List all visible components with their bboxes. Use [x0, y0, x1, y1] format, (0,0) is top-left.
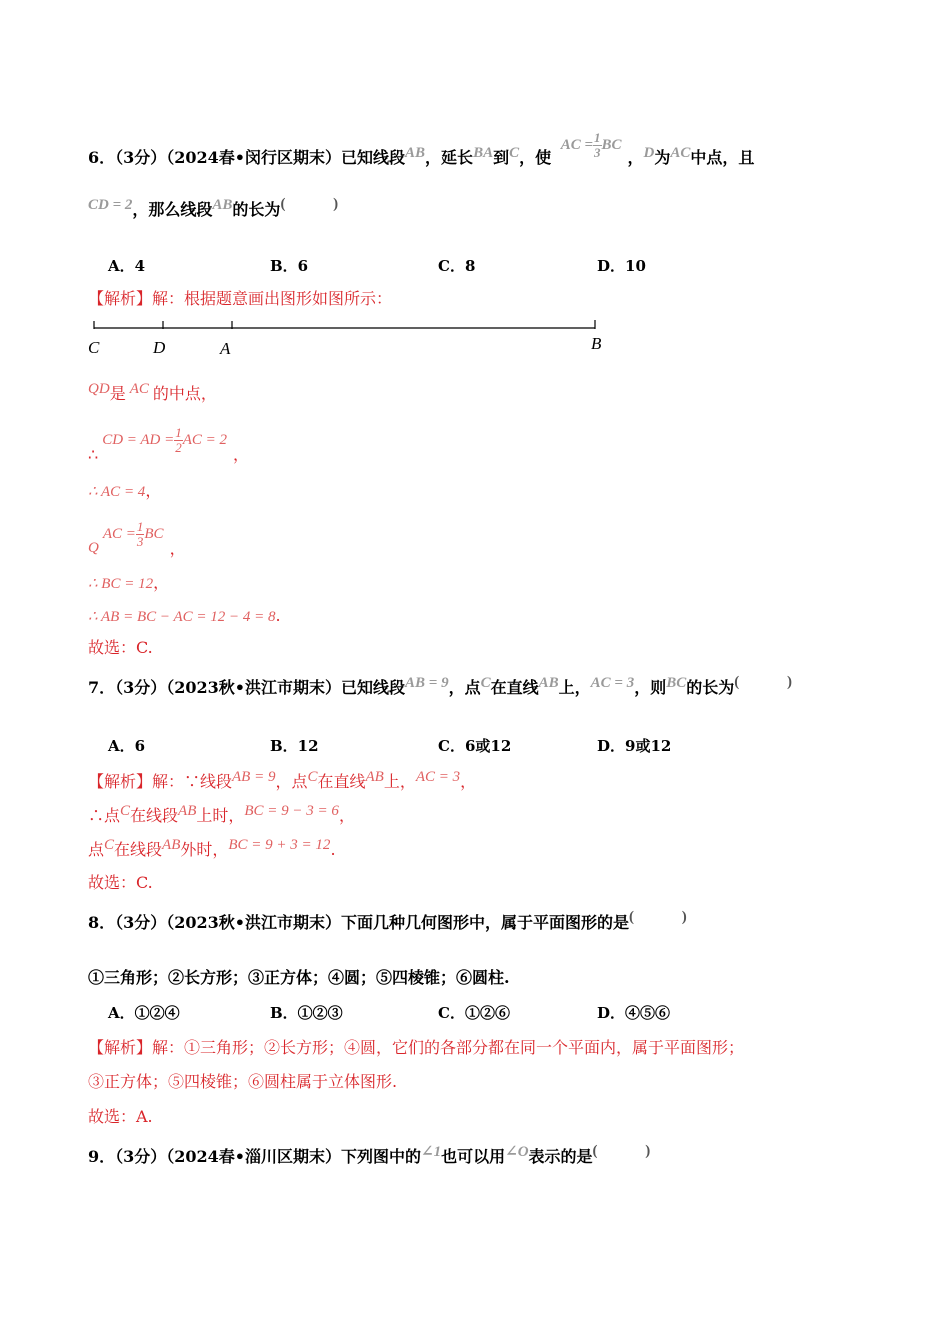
q7-option-d[interactable]: D．9或12	[597, 737, 672, 755]
q6-analysis-intro: 【解析】解：根据题意画出图形如图所示：	[88, 289, 393, 308]
q7-option-a[interactable]: A．6	[108, 737, 146, 755]
label-a: A	[220, 339, 231, 358]
q6-stem-line1: 6．（3分）（2024春•闵行区期末）已知线段AB，延长BA到C，使 AC = $\frac{1}{3}$ BC，D为AC中点，且	[88, 130, 755, 167]
q6-step2: ∴CD = AD = $\frac{1}{2}$ AC = 2，	[88, 425, 250, 464]
q7-analysis-line2: ∴点C在线段AB上时，BC = 9 − 3 = 6，	[88, 803, 355, 825]
q9-stem: 9．（3分）（2024春•淄川区期末）下列图中的∠1也可以用∠O表示的是( )	[88, 1143, 673, 1166]
q6-step4: QAC = $\frac{1}{3}$ BC，	[88, 519, 186, 558]
q8-analysis-line2: ③正方体；⑤四棱锥；⑥圆柱属于立体图形.	[88, 1072, 398, 1091]
q6-step5: ∴ BC = 12，	[88, 573, 170, 592]
q7-stem: 7．（3分）（2023秋•洪江市期末）已知线段AB = 9，点C在直线AB上，AC = 3，则BC的长为( )	[88, 674, 815, 697]
q8-analysis-line1: 【解析】解：①三角形；②长方形；④圆，它们的各部分都在同一个平面内，属于平面图形；	[88, 1038, 745, 1057]
q6-option-d[interactable]: D．10	[597, 257, 646, 275]
q7-option-c[interactable]: C．6或12	[438, 737, 512, 755]
q8-option-a[interactable]: A．①②④	[108, 1004, 180, 1022]
label-b: B	[591, 334, 602, 353]
q6-step3: ∴ AC = 4，	[88, 481, 162, 500]
q8-option-b[interactable]: B．①②③	[270, 1004, 343, 1022]
q6-option-b[interactable]: B．6	[270, 257, 309, 275]
q7-analysis-line1: 【解析】解：∵线段AB = 9，点C在直线AB上，AC = 3，	[88, 769, 477, 791]
label-c: C	[88, 338, 100, 357]
q6-step1: QD是 AC 的中点，	[88, 381, 217, 403]
q7-option-b[interactable]: B．12	[270, 737, 319, 755]
q6-option-a[interactable]: A．4	[108, 257, 146, 275]
q7-answer: 故选：C.	[88, 873, 153, 892]
label-d: D	[153, 338, 166, 357]
q8-stem: 8．（3分）（2023秋•洪江市期末）下面几种几何图形中，属于平面图形的是( )	[88, 909, 709, 932]
q6-formula: AC = $\frac{1}{3}$ BC	[560, 130, 622, 160]
q6-answer: 故选：C.	[88, 638, 153, 657]
q6-step6: ∴ AB = BC − AC = 12 − 4 = 8.	[88, 606, 281, 625]
q8-answer: 故选：A.	[88, 1107, 153, 1126]
q6-segment-diagram	[0, 318, 950, 358]
q7-analysis-line3: 点C在线段AB外时，BC = 9 + 3 = 12.	[88, 837, 336, 859]
q8-option-d[interactable]: D．④⑤⑥	[597, 1004, 671, 1022]
q6-option-c[interactable]: C．8	[438, 257, 476, 275]
q6-stem-line2: CD = 2，那么线段AB的长为( )	[88, 196, 361, 219]
q8-option-c[interactable]: C．①②⑥	[438, 1004, 510, 1022]
q8-items: ①三角形；②长方形；③正方体；④圆；⑤四棱锥；⑥圆柱.	[88, 968, 510, 987]
